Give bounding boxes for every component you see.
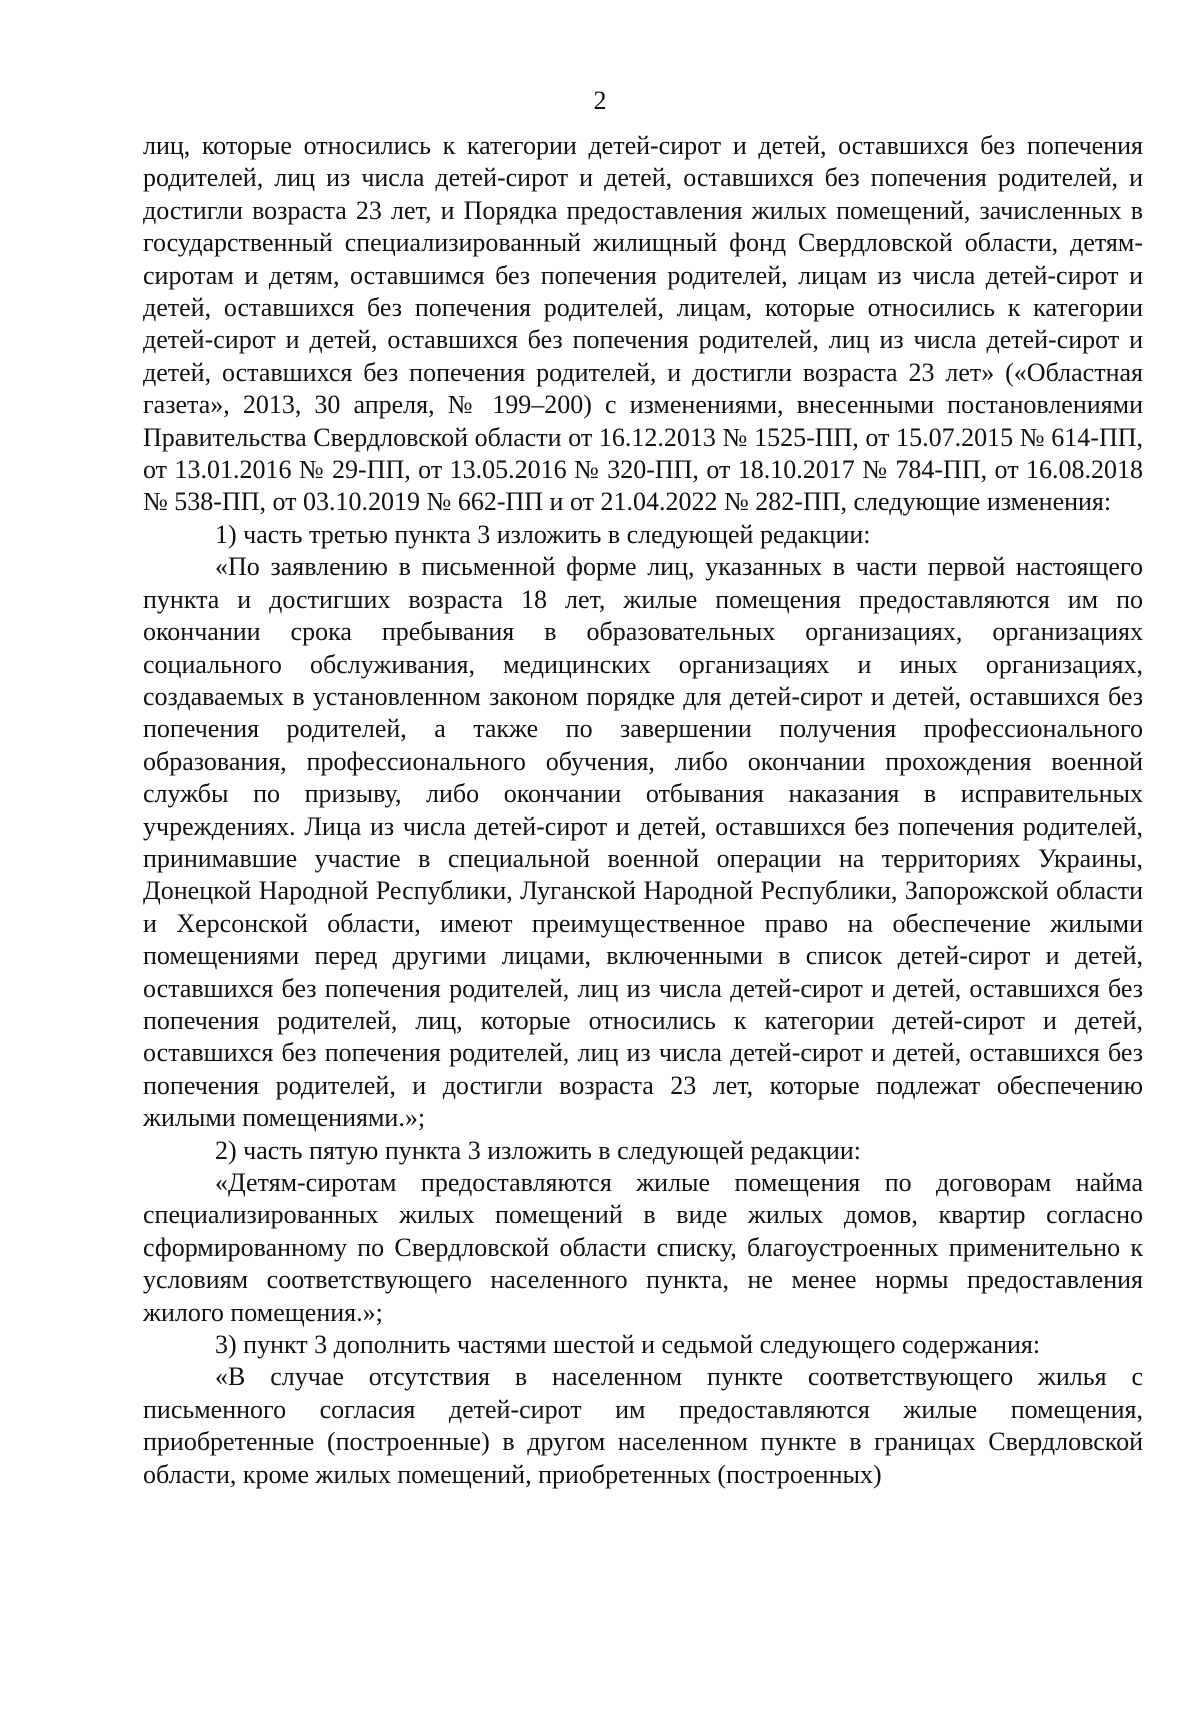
paragraph-item-1: 1) часть третью пункта 3 изложить в следующей редакции:: [215, 519, 871, 549]
paragraph-item-3-text: «В случае отсутствия в населенном пункте соответствующего жилья с письменного согласия детей-сирот им предоставляются жилые помещения, приобретенные (построенные) в другом населенном пункте в границах Свердловской области, кроме жилых помещений, приобретенных (построенных): [143, 1362, 1143, 1489]
document-body: [143, 130, 1143, 1491]
paragraph-item-1-text: «По заявлению в письменной форме лиц, указанных в части первой настоящего пункта и достигших возраста 18 лет, жилые помещения предоставляются им по окончании срока пребывания в образовательных организациях, организациях социального обслуживания, медицинских организациях и иных организациях, создаваемых в установленном законом порядке для детей-сирот и детей, оставшихся без попечения родителей, а также по завершении получения профессионального образования, профессионального обучения, либо окончании прохождения военной службы по призыву, либо окончании отбывания наказания в исправительных учреждениях. Лица из числа детей-сирот и детей, оставшихся без попечения родителей, принимавшие участие в специальной военной операции на территориях Украины, Донецкой Народной Республики, Луганской Народной Республики, Запорожской области и Херсонской области, имеют преимущественное право на обеспечение жилыми помещениями перед другими лицами, включенными в список детей-сирот и детей, оставшихся без попечения родителей, лиц из числа детей-сирот и детей, оставшихся без попечения родителей, лиц, которые относились к категории детей-сирот и детей, оставшихся без попечения родителей, лиц из числа детей-сирот и детей, оставшихся без попечения родителей, и достигли возраста 23 лет, которые подлежат обеспечению жилыми помещениями.»;: [143, 552, 1143, 1133]
paragraph-item-2: 2) часть пятую пункта 3 изложить в следующей редакции:: [215, 1135, 861, 1165]
paragraph-continuation: лиц, которые относились к категории детей-сирот и детей, оставшихся без попечения родителей, лиц из числа детей-сирот и детей, оставшихся без попечения родителей, и достигли возраста 23 лет, и Порядка предоставления жилых помещений, зачисленных в государственный специализированный жилищный фонд Свердловской области, детям-сиротам и детям, оставшимся без попечения родителей, лицам из числа детей-сирот и детей, оставшихся без попечения родителей, лицам, которые относились к категории детей-сирот и детей, оставшихся без попечения родителей, лиц из числа детей-сирот и детей, оставшихся без попечения родителей, и достигли возраста 23 лет» («Областная газета», 2013, 30 апреля, № 199–200) с изменениями, внесенными постановлениями Правительства Свердловской области от 16.12.2013 № 1525-ПП, от 15.07.2015 № 614-ПП, от 13.01.2016 № 29-ПП, от 13.05.2016 № 320-ПП, от 18.10.2017 № 784-ПП, от 16.08.2018 № 538-ПП, от 03.10.2019 № 662-ПП и от 21.04.2022 № 282-ПП, следующие изменения:: [143, 131, 1143, 517]
page-number: 2: [593, 86, 607, 115]
paragraph-item-2-text: «Детям-сиротам предоставляются жилые помещения по договорам найма специализированных жилых помещений в виде жилых домов, квартир согласно сформированному по Свердловской области списку, благоустроенных применительно к условиям соответствующего населенного пункта, не менее нормы предоставления жилого помещения.»;: [143, 1168, 1143, 1327]
paragraph-item-3: 3) пункт 3 дополнить частями шестой и седьмой следующего содержания:: [215, 1330, 1041, 1360]
